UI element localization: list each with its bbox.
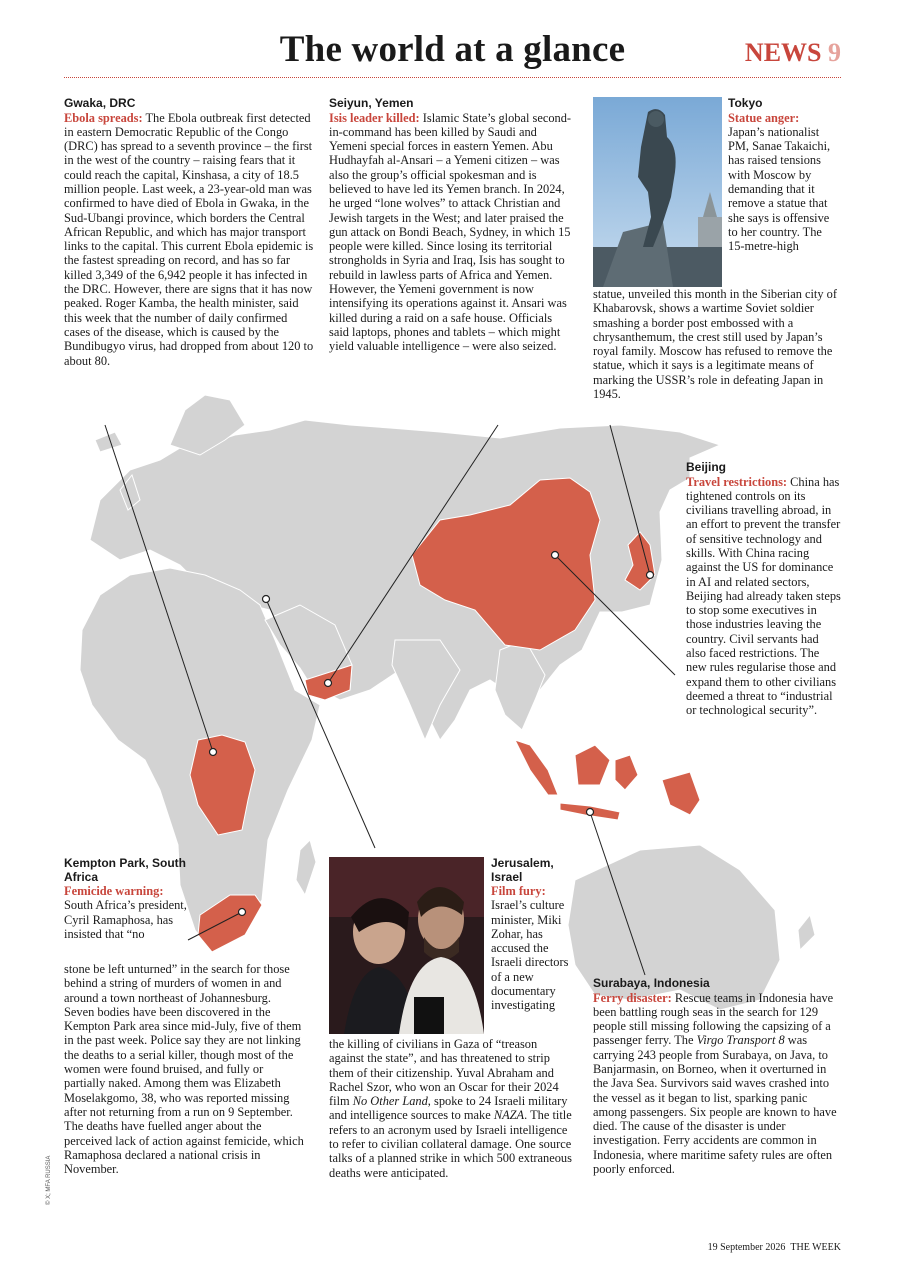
story-body-bottom: statue, unveiled this month in the Siberian city of Khabarovsk, shows a wartime Soviet soldier smashing a border post embossed with a chrysanthemum, the crest still used by Japan’s royal family. Moscow has refused to remove the statue, which it says is a legitimate means of marking the USSR’s role in defeating Japan in 1945. (593, 287, 837, 402)
story-place: Seiyun, Yemen (329, 96, 414, 110)
section-name: NEWS (744, 38, 822, 67)
story-jerusalem (491, 857, 571, 1013)
story-kempton-continued (64, 962, 304, 1176)
story-body-bottom: stone be left unturned” in the search for those behind a string of murders of women in and around a town northeast of Johannesburg. Seven bodies have been discovered in the Kempton Park area since mid-July, five of them in the past week. Police say they are not linking the deaths to a serial killer, though most of the women were found bruised, and fully or partially naked. Among them was Elizabeth Moselakgomo, 38, who was reported missing after not returning from a run on 9 September. The deaths have fuelled anger about the perceived lack of action against femicide, which Ramaphosa declared a national crisis in November. (64, 962, 304, 1177)
story-place: Jerusalem, Israel (491, 856, 554, 884)
footer-date: 19 September 2026 (707, 1242, 786, 1253)
directors-photo (329, 857, 484, 1034)
story-body-top: Japan’s nationalist PM, Sanae Takaichi, has raised tensions with Moscow by demanding that it remove a statue that she says is offensive to her country. The 15-metre-high (728, 124, 831, 254)
story-body-bottom-1: the killing of civilians in Gaza of “treason against the state”, and has threatened to strip them of their citizenship. Yuval Abraham and Rachel Szor, who won an Oscar for their 2024 film (329, 1037, 559, 1109)
story-surabaya (593, 977, 840, 1176)
marker-tokyo (647, 572, 654, 579)
page-footer (708, 1242, 841, 1253)
story-body-bottom-2: , spoke to 24 Israeli military and intelligence sources to make (329, 1094, 568, 1123)
story-place: Kempton Park, South Africa (64, 856, 187, 884)
story-kicker: Statue anger: (728, 110, 800, 125)
story-gwaka (64, 97, 314, 368)
story-body-top: Israel’s culture minister, Miki Zohar, has accused the Israeli directors of a new documentary investigating (491, 898, 569, 1013)
marker-seiyun (325, 680, 332, 687)
story-kicker: Ferry disaster: (593, 990, 672, 1005)
page-number: 9 (828, 38, 841, 67)
story-place: Surabaya, Indonesia (593, 976, 710, 990)
story-body-1: Rescue teams in Indonesia have been battling rough seas in the search for 129 people still missing following the capsizing of a passenger ferry. The (593, 990, 834, 1048)
story-tokyo-continued (593, 287, 840, 401)
story-kicker: Ebola spreads: (64, 110, 143, 125)
ship-name: Virgo Transport 8 (696, 1033, 785, 1048)
directors-image (329, 857, 484, 1034)
story-seiyun (329, 97, 573, 354)
story-kicker: Isis leader killed: (329, 110, 420, 125)
statue-image (593, 97, 722, 287)
story-jerusalem-continued (329, 1037, 574, 1180)
story-place: Tokyo (728, 96, 763, 110)
nz-land (798, 915, 815, 950)
footer-publication: THE WEEK (790, 1242, 841, 1253)
story-place: Beijing (686, 460, 727, 474)
indonesia-sulawesi-highlight (615, 755, 638, 790)
indonesia-sumatra-highlight (515, 740, 558, 795)
photo-credit: © X; MFA RUSSIA (46, 1155, 52, 1205)
story-body-top: South Africa’s president, Cyril Ramaphosa, has insisted that “no (64, 898, 187, 941)
story-tokyo (728, 97, 840, 253)
indonesia-borneo-highlight (575, 745, 610, 785)
statue-photo (593, 97, 722, 287)
story-kempton (64, 857, 189, 941)
page-title: The world at a glance (279, 29, 626, 70)
story-body-2: was carrying 243 people from Surabaya, on Java, to Banjarmasin, on Borneo, when it overturned in the Java Sea. Survivors said waves crashed into the vessel as it began to list, sparking panic among passengers. Six people are known to have died. The cause of the disaster is under investigation. Ferry accidents are common in Indonesia, where maritime safety rules are often poorly enforced. (593, 1033, 837, 1177)
marker-beijing (552, 552, 559, 559)
documentary-title: NAZA (493, 1108, 525, 1123)
story-body-bottom-3: . The title refers to an acronym used by Israeli intelligence to refer to civilian collateral damage. One source talks of a planned strike in which 500 extraneous deaths were anticipated. (329, 1108, 572, 1180)
marker-gwaka (210, 749, 217, 756)
story-kicker: Travel restrictions: (686, 474, 788, 489)
marker-surabaya (587, 809, 594, 816)
story-body: Islamic State’s global second-in-command has been killed by Saudi and Yemeni special forces in eastern Yemen. Abu Hudhayfah al-Ansari – a Yemeni citizen – was also the group’s official spokesman and is believed to have led its Yemen branch. In 2024, he urged “lone wolves” to attack Christian and Jewish targets in the West; and later praised the gun attack on Bondi Beach, Sydney, in which 15 people were killed. Since losing its territorial strongholds in Syria and Iraq, Isis has sought to rebuild in lawless parts of Africa and Yemen. However, the Yemeni government is now intensifying its operations against it. Ansari was killed during a raid on a safe house. Officials said laptops, phones and tablets – which might yield valuable intelligence – were also seized. (329, 110, 572, 354)
story-beijing (686, 461, 841, 718)
story-body: China has tightened controls on its civilians travelling abroad, in an effort to prevent the transfer of sensitive technology and skills. With China racing against the US for dominance in AI and related sectors, Beijing had already taken steps to stop some executives in those industries leaving the country. Civil servants had also faced restrictions. The new rules regularise those and expand them to other civilians deemed a threat to “industrial or technological security”. (686, 474, 841, 718)
story-body: The Ebola outbreak first detected in eastern Democratic Republic of the Congo (DRC) has spread to a seventh province – the first in the west of the country – raising fears that it could reach the capital, Kinshasa, a city of 18.5 million people. Last week, a 23-year-old man was confirmed to have died of Ebola in Gwaka, in the Sud-Ubangi province, which borders the Central African Republic, and which has major transport links to the capital. This current Ebola epidemic is the fastest spreading on record, and has so far killed 3,349 of the 6,942 people it has infected in the DRC. However, there are signs that it has now peaked. Roger Kamba, the health minister, said this week that the number of daily confirmed cases of the disease, which is caused by the Bundibugyo virus, had dropped from about 120 to about 80. (64, 110, 314, 368)
story-kicker: Film fury: (491, 884, 546, 898)
madagascar-land (296, 840, 316, 895)
marker-kempton (239, 909, 246, 916)
marker-jerusalem (263, 596, 270, 603)
indonesia-papua-highlight (662, 772, 700, 815)
story-place: Gwaka, DRC (64, 96, 136, 110)
story-kicker: Femicide warning: (64, 884, 164, 898)
film-title: No Other Land (352, 1094, 428, 1109)
